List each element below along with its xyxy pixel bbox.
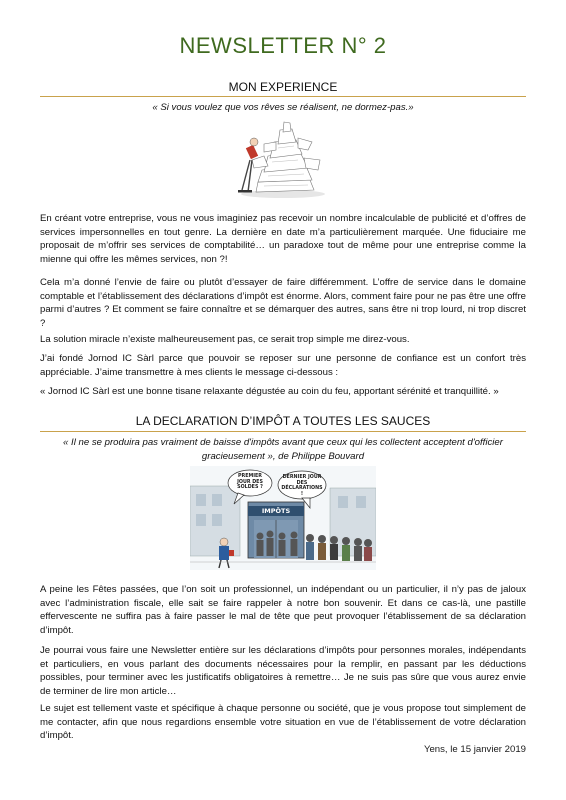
section-quote: « Il ne se produira pas vraiment de baisse d'impôts avant que ceux qui les collectent acceptent d'officier gracieusement », de Philippe Bouvard	[63, 437, 503, 462]
newsletter-title: NEWSLETTER N° 2	[179, 33, 387, 58]
section-divider	[40, 431, 526, 432]
speech-bubble-right: DERNIER JOUR DES DÉCLARATIONS !	[281, 475, 323, 497]
tax-queue-cartoon	[190, 466, 376, 570]
paragraph: Le sujet est tellement vaste et spécifique à chaque personne ou société, que je vous propose tout simplement de me contacter, afin que nous regardions ensemble votre situation en vue de l’établissement de votre déclaration d’impôt.	[40, 703, 526, 742]
paragraph: « Jornod IC Sàrl est une bonne tisane relaxante dégustée au coin du feu, apportant sérénité et tranquillité. »	[40, 386, 499, 397]
paper-pile-illustration	[228, 120, 338, 202]
tax-office-sign: IMPÔTS	[261, 507, 291, 515]
section-quote: « Si vous voulez que vos rêves se réalisent, ne dormez-pas.»	[152, 102, 414, 113]
paragraph: La solution miracle n’existe malheureusement pas, ce serait trop simple me direz-vous.	[40, 334, 410, 345]
paragraph: J’ai fondé Jornod IC Sàrl parce que pouvoir se reposer sur une personne de confiance est un confort très appréciable. J’aime transmettre à mes clients le message ci-dessous :	[40, 353, 526, 378]
paragraph: Je pourrai vous faire une Newsletter entière sur les déclarations d’impôts pour personnes morales, indépendants et particuliers, en vous parlant des documents nécessaires pour la remplir, en passant par les déductions possibles, pour terminer avec les justificatifs obligatoires à remettre… Je ne suis pas sûre que vous aurez envie de terminer de lire mon article…	[40, 645, 526, 697]
speech-bubble-left: PREMIER JOUR DES SOLDES ?	[237, 474, 263, 491]
section-heading-experience: MON EXPERIENCE	[228, 80, 338, 94]
section-heading-tax: LA DECLARATION D’IMPÔT A TOUTES LES SAUCES	[135, 414, 431, 428]
paragraph: En créant votre entreprise, vous ne vous imaginiez pas recevoir un nombre incalculable de publicité et d’offres de services impersonnelles en tout genre. La dernière en date m’a particulièrement marquée. Une fiduciaire me proposait de m’offrir ses services de comptabilité… un paradoxe tout de même pour une entreprise comme la mienne qui offre les mêmes services, non ?!	[40, 213, 526, 265]
paragraph: A peine les Fêtes passées, que l’on soit un professionnel, un indépendant ou un particulier, il n’y pas de jaloux avec l’administration fiscale, elle sait se faire rappeler à notre bon souvenir. Et dans ce cas-là, une pastille effervescente ne suffira pas à faire passer le mal de tête que peut provoquer l’établissement de sa déclaration d’impôt.	[40, 584, 526, 636]
paragraph: Cela m’a donné l’envie de faire ou plutôt d’essayer de faire différemment. L’offre de service dans le domaine comptable et l’établissement des déclarations d’impôt est énorme. Alors, comment faire pour ne pas être une offre parmi d’autres ? Et comment se faire connaître et se démarquer des autres, sans être ni trop lourd, ni trop discret ?	[40, 277, 526, 329]
section-divider	[40, 96, 526, 97]
signature-date: Yens, le 15 janvier 2019	[423, 744, 526, 755]
